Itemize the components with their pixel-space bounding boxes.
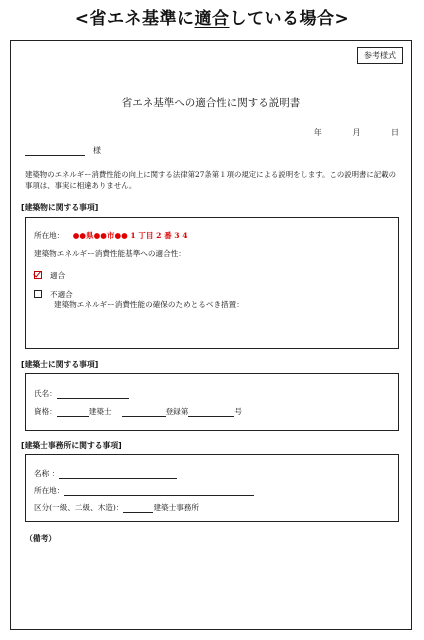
document-heading: 省エネ基準への適合性に関する説明書 <box>121 97 301 109</box>
registration-authority-field[interactable] <box>122 408 166 417</box>
registration-number-field[interactable] <box>188 408 234 417</box>
office-category-field[interactable] <box>123 504 153 513</box>
architect-section-box <box>25 373 399 431</box>
measures-label: 建築物エネルギー消費性能の確保のためとるべき措置： <box>54 300 244 309</box>
location-value: ●●県●●市●● 1 丁目 2 番 3 4 <box>72 231 188 240</box>
building-section-box <box>25 217 399 349</box>
office-name-field[interactable] <box>59 470 177 479</box>
qualification-row <box>34 406 242 417</box>
conformity-label: 建築物エネルギー消費性能基準への適合性： <box>34 249 186 258</box>
intro-text: 建築物のエネルギー消費性能の向上に関する法律第27条第１項の規定による説明をします。この説明書に記載の事項は、事実に相違ありません。 <box>25 170 396 190</box>
office-section-heading: [建築士事務所に関する事項] <box>21 441 122 450</box>
office-section-box <box>25 454 399 522</box>
date-day: 日 <box>391 128 399 137</box>
office-category-suffix: 建築士事務所 <box>153 503 200 512</box>
option-conform-label: 適合 <box>50 271 66 280</box>
page-title <box>0 4 424 29</box>
office-location-label: 所在地： <box>34 486 65 495</box>
office-location-field[interactable] <box>64 487 254 496</box>
office-category-row <box>34 502 199 513</box>
option-nonconform-label: 不適合 <box>50 290 73 299</box>
office-category-label: 区分(一級、二級、木造)： <box>34 503 124 512</box>
architect-name-row <box>34 388 129 399</box>
form-type-label: 参考様式 <box>357 47 403 64</box>
number-suffix: 号 <box>234 407 242 416</box>
addressee-name-field[interactable] <box>25 147 85 156</box>
office-location-row <box>34 485 254 496</box>
conform-checkbox[interactable] <box>34 271 42 279</box>
location-label: 所在地： <box>34 231 65 240</box>
page-title-underlined: 適合 <box>194 9 230 29</box>
remarks-heading: （備考） <box>25 534 57 543</box>
document-frame <box>10 40 412 630</box>
date-month: 月 <box>352 128 361 137</box>
architect-name-label: 氏名： <box>34 389 57 398</box>
office-name-label: 名称 ： <box>34 469 60 478</box>
addressee-suffix: 様 <box>93 146 101 155</box>
addressee-line <box>25 145 101 156</box>
page-title-pre: <省エネ基準に <box>74 9 195 29</box>
qualification-suffix: 建築士 <box>88 407 112 416</box>
date-line <box>292 127 399 138</box>
office-name-row <box>34 468 177 479</box>
architect-name-field[interactable] <box>57 390 129 399</box>
page-title-post: している場合> <box>229 9 350 29</box>
nonconform-checkbox[interactable] <box>34 290 42 298</box>
registration-label: 登録第 <box>165 407 189 416</box>
option-conform[interactable] <box>34 270 65 281</box>
building-section-heading: [建築物に関する事項] <box>21 203 99 212</box>
date-year: 年 <box>313 128 322 137</box>
qualification-label: 資格： <box>34 407 57 416</box>
location-row <box>34 230 188 241</box>
qualification-class-field[interactable] <box>57 408 89 417</box>
architect-section-heading: [建築士に関する事項] <box>21 360 99 369</box>
